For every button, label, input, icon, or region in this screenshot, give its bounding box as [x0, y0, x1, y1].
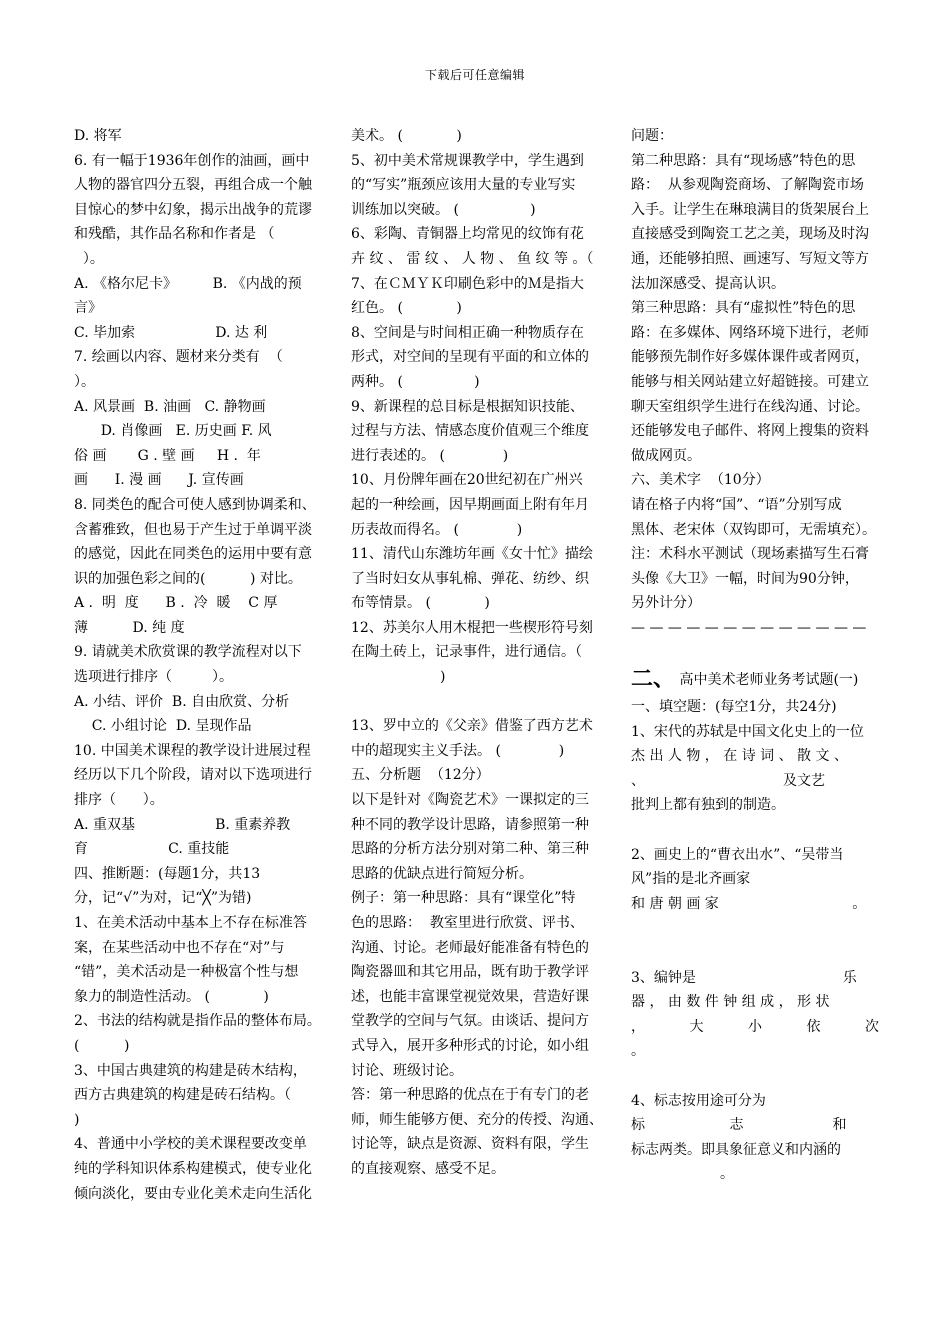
text-line: )	[74, 1111, 80, 1128]
text-line: 思路的优缺点进行简短分析。	[351, 865, 533, 882]
section-two-title: 高中美术老师业务考试题(一)	[679, 672, 859, 689]
text-line: 卉 纹 、 雷 纹 、 人 物 、 鱼 纹 等 。（	[351, 250, 594, 267]
text-line: 另外计分）	[631, 595, 701, 612]
text-line: D. 肖像画 E. 历史画 F. 风	[74, 423, 272, 440]
text-line: 还能够发电子邮件、将网上搜集的资料	[631, 423, 869, 440]
text-line: 12、苏美尔人用木棍把一些楔形符号刻	[351, 619, 593, 636]
text-line: 堂教学的空间与气氛。由谈话、提问方	[351, 1013, 589, 1030]
text-line: 的直接观察、感受不足。	[351, 1160, 505, 1177]
text-line: 排序（ ）。	[74, 792, 164, 809]
text-line: A . 明 度 B . 冷 暖 C 厚	[74, 595, 278, 612]
text-line: 人物的器官四分五裂，再组合成一个触	[74, 177, 312, 194]
text-line: ）。	[74, 250, 104, 267]
text-line: 经历以下几个阶段，请对以下选项进行	[74, 767, 312, 784]
text-line: ）。	[74, 373, 95, 390]
text-line: 能够与相关网站建立好超链接。可建立	[631, 373, 869, 390]
text-line: 法加深感受、提高认识。	[631, 275, 785, 292]
text-line: 形式，对空间的呈现有平面的和立体的	[351, 349, 589, 366]
text-line: 5、初中美术常规课教学中，学生遇到	[351, 152, 584, 169]
text-line: 师，师生能够方便、充分的传授、沟通、	[351, 1111, 603, 1128]
text-line: 言》	[74, 300, 102, 317]
column-right-top	[631, 124, 883, 640]
text-line: C. 小组讨论 D. 呈现作品	[74, 718, 252, 735]
text-line: 画 I. 漫 画 J. 宣传画	[74, 472, 244, 489]
text-line: 通，还能够拍照、画速写、写短文等方	[631, 250, 869, 267]
text-line: 7. 绘画以内容、题材来分类有 （	[74, 349, 283, 366]
text-line: 风”指的是北齐画家	[631, 871, 751, 888]
text-line: 式导入，展开多种形式的讨论，如小组	[351, 1037, 589, 1054]
text-line: 以下是针对《陶瓷艺术》一课拟定的三	[351, 792, 589, 809]
blank-line	[351, 690, 603, 715]
text-line: 俗 画 G . 壁 画 H . 年	[74, 447, 261, 464]
text-line: 述，也能丰富课堂视觉效果，营造好课	[351, 988, 589, 1005]
text-line: 杰 出 人 物 ， 在 诗 词 、 散 文 、	[631, 748, 848, 765]
text-line: 一、填空题：(每空1分，共24分)	[631, 699, 837, 716]
text-line: C. 毕加索 D. 达 利	[74, 324, 268, 341]
text-line: 9、新课程的总目标是根据知识技能、	[351, 398, 584, 415]
text-line: 和 唐 朝 画 家 。	[631, 895, 867, 912]
text-line: A. 小结、评价 B. 自由欣赏、分析	[74, 693, 290, 710]
section-two-number: 二、	[631, 667, 676, 693]
text-line: 13、罗中立的《父亲》借鉴了西方艺术	[351, 718, 593, 735]
text-line: 案，在某些活动中也不存在“对”与	[74, 939, 285, 956]
text-line: 10、月份牌年画在20世纪初在广州兴	[351, 472, 583, 489]
text-line: 陶瓷器皿和其它用品，既有助于教学评	[351, 964, 589, 981]
text-line: 过程与方法、情感态度价值观三个维度	[351, 423, 589, 440]
text-line: 4、普通中小学校的美术课程要改变单	[74, 1136, 307, 1153]
text-line: 育 C. 重技能	[74, 841, 230, 858]
text-line: A. 风景画 B. 油画 C. 静物画	[74, 398, 266, 415]
text-line: 黑体、老宋体（双钩即可，无需填充）。	[631, 521, 876, 538]
text-line: 4、标志按用途可分为	[631, 1092, 766, 1109]
text-line: 六、美术字 （10分）	[631, 472, 770, 489]
text-line: 第二种思路：具有“现场感”特色的思	[631, 152, 856, 169]
text-line: 3、编钟是 乐	[631, 969, 857, 986]
page-header: 下载后可任意编辑	[424, 68, 525, 82]
text-line: 和残酷，其作品名称和作者是 （	[74, 226, 275, 243]
text-line: 中的超现实主义手法。 ( )	[351, 742, 565, 759]
text-line: 请在格子内将“国”、“语”分别写成	[631, 496, 842, 513]
text-line: 、 及文艺	[631, 772, 825, 789]
text-line: 思路的分析方法分别对第二种、第三种	[351, 841, 589, 858]
text-line: 的感觉，因此在同类色的运用中要有意	[74, 546, 312, 563]
text-line: 选项进行排序（ ）。	[74, 669, 234, 686]
text-line: 布等情景。 ( )	[351, 595, 490, 612]
text-line: 目惊心的梦中幻象，揭示出战争的荒谬	[74, 201, 312, 218]
blank-line	[631, 941, 883, 966]
text-line: 历表故而得名。 ( )	[351, 521, 523, 538]
text-line: 分，记“√”为对，记“╳”为错)	[74, 890, 252, 907]
text-line: A. 《格尔尼卡》 B. 《内战的预	[74, 275, 302, 292]
text-line: 沟通、讨论。老师最好能准备有特色的	[351, 939, 589, 956]
text-line: 7、在ＣＭＹＫ印刷色彩中的Ｍ是指大	[351, 275, 584, 292]
text-line: 直接感受到陶瓷工艺之美，现场及时沟	[631, 226, 869, 243]
blank-line	[631, 1064, 883, 1089]
text-line: — — — — — — — — — — — — —	[631, 619, 867, 636]
text-line: 。	[631, 1043, 645, 1060]
text-line: 2、画史上的“曹衣出水”、“吴带当	[631, 846, 844, 863]
text-line: 了当时妇女从事轧棉、弹花、纺纱、织	[351, 570, 589, 587]
text-line: 入手。让学生在琳琅满目的货架展台上	[631, 201, 869, 218]
text-line: 识的加强色彩之间的( ) 对比。	[74, 570, 302, 587]
blank-line	[631, 640, 883, 665]
text-line: D. 将军	[74, 128, 122, 144]
text-line: 四、推断题：(每题1分，共13	[74, 865, 261, 882]
text-line: 红色。 ( )	[351, 300, 462, 317]
column-right-bottom	[631, 695, 883, 1187]
text-line: 11、清代山东潍坊年画《女十忙》描绘	[351, 546, 593, 563]
text-line: 6、彩陶、青铜器上均常见的纹饰有花	[351, 226, 584, 243]
text-line: 1、在美术活动中基本上不存在标准答	[74, 915, 307, 931]
text-line: 器 ， 由 数 件 钟 组 成 ， 形 状	[631, 994, 830, 1011]
text-line: 讨论等，缺点是资源、资料有限，学生	[351, 1136, 589, 1153]
text-line: 第三种思路：具有“虚拟性”特色的思	[631, 300, 856, 317]
text-line: A. 重双基 B. 重素养教	[74, 816, 291, 833]
text-line: 薄 D. 纯 度	[74, 619, 185, 636]
text-line: 色的思路： 教室里进行欣赏、评书、	[351, 915, 584, 931]
text-line: )	[351, 669, 446, 686]
blank-line	[631, 916, 883, 941]
text-line: 问题：	[631, 128, 673, 144]
text-line: 五、分析题 （12分）	[351, 767, 490, 784]
text-line: 例子：第一种思路：具有“课堂化”特	[351, 890, 576, 907]
text-line: 两种。 ( )	[351, 373, 480, 390]
column-middle	[351, 124, 603, 1182]
text-line: 标志两类。即具象征意义和内涵的	[631, 1141, 841, 1158]
text-line: 训练加以突破。 ( )	[351, 201, 536, 218]
text-line: 标 志 和	[631, 1117, 847, 1134]
text-line: 讨论、班级讨论。	[351, 1062, 463, 1079]
text-line: 聊天室组织学生进行在线沟通、讨论。	[631, 398, 869, 415]
text-line: 进行表述的。 ( )	[351, 447, 509, 464]
text-line: 的“写实”瓶颈应该用大量的专业写实	[351, 177, 576, 194]
text-line: 含蓄雅致，但也易于产生过于单调平淡	[74, 521, 312, 538]
text-line: 注：术科水平测试（现场素描写生石膏	[631, 546, 869, 563]
column-left	[74, 124, 326, 1206]
text-line: 路：在多媒体、网络环境下进行，老师	[631, 324, 869, 341]
text-line: 美术。 ( )	[351, 128, 462, 144]
section-two-heading	[631, 665, 883, 695]
text-line: 路： 从参观陶瓷商场、了解陶瓷市场	[631, 177, 864, 194]
text-line: 10. 中国美术课程的教学设计进展过程	[74, 742, 311, 759]
text-line: 3、中国古典建筑的构建是砖木结构，	[74, 1062, 307, 1079]
text-line: 种不同的教学设计思路，请参照第一种	[351, 816, 589, 833]
text-line: ( )	[74, 1037, 130, 1054]
text-line: 在陶土砖上，记录事件，进行通信。（	[351, 644, 582, 661]
text-line: 头像《大卫》一幅，时间为90分钟，	[631, 570, 859, 587]
text-line: 倾向淡化，要由专业化美术走向生活化	[74, 1185, 312, 1202]
text-line: 答：第一种思路的优点在于有专门的老	[351, 1087, 589, 1104]
text-line: “错”，美术活动是一种极富个性与想	[74, 964, 299, 981]
text-line: 做成网页。	[631, 447, 701, 464]
text-line: 纯的学科知识体系构建模式，使专业化	[74, 1160, 312, 1177]
blank-line	[631, 818, 883, 843]
text-line: 。	[631, 1166, 735, 1183]
text-line: 6. 有一幅于1936年创作的油画，画中	[74, 152, 310, 169]
text-line: 起的一种绘画，因早期画面上附有年月	[351, 496, 589, 513]
text-line: 2、书法的结构就是指作品的整体布局。	[74, 1013, 321, 1030]
text-line: 批判上都有独到的制造。	[631, 797, 785, 814]
text-line: 1、宋代的苏轼是中国文化史上的一位	[631, 723, 864, 740]
text-line: 8. 同类色的配合可使人感到协调柔和、	[74, 496, 316, 513]
text-line: 8、空间是与时间相正确一种物质存在	[351, 324, 584, 341]
text-line: 9. 请就美术欣赏课的教学流程对以下	[74, 644, 302, 661]
column-right	[631, 124, 883, 1187]
text-line: 西方古典建筑的构建是砖石结构。（	[74, 1087, 291, 1104]
text-line: 能够预先制作好多媒体课件或者网页，	[631, 349, 869, 366]
text-line: 象力的制造性活动。 ( )	[74, 988, 269, 1005]
text-line: ， 大 小 依 次	[631, 1018, 880, 1035]
